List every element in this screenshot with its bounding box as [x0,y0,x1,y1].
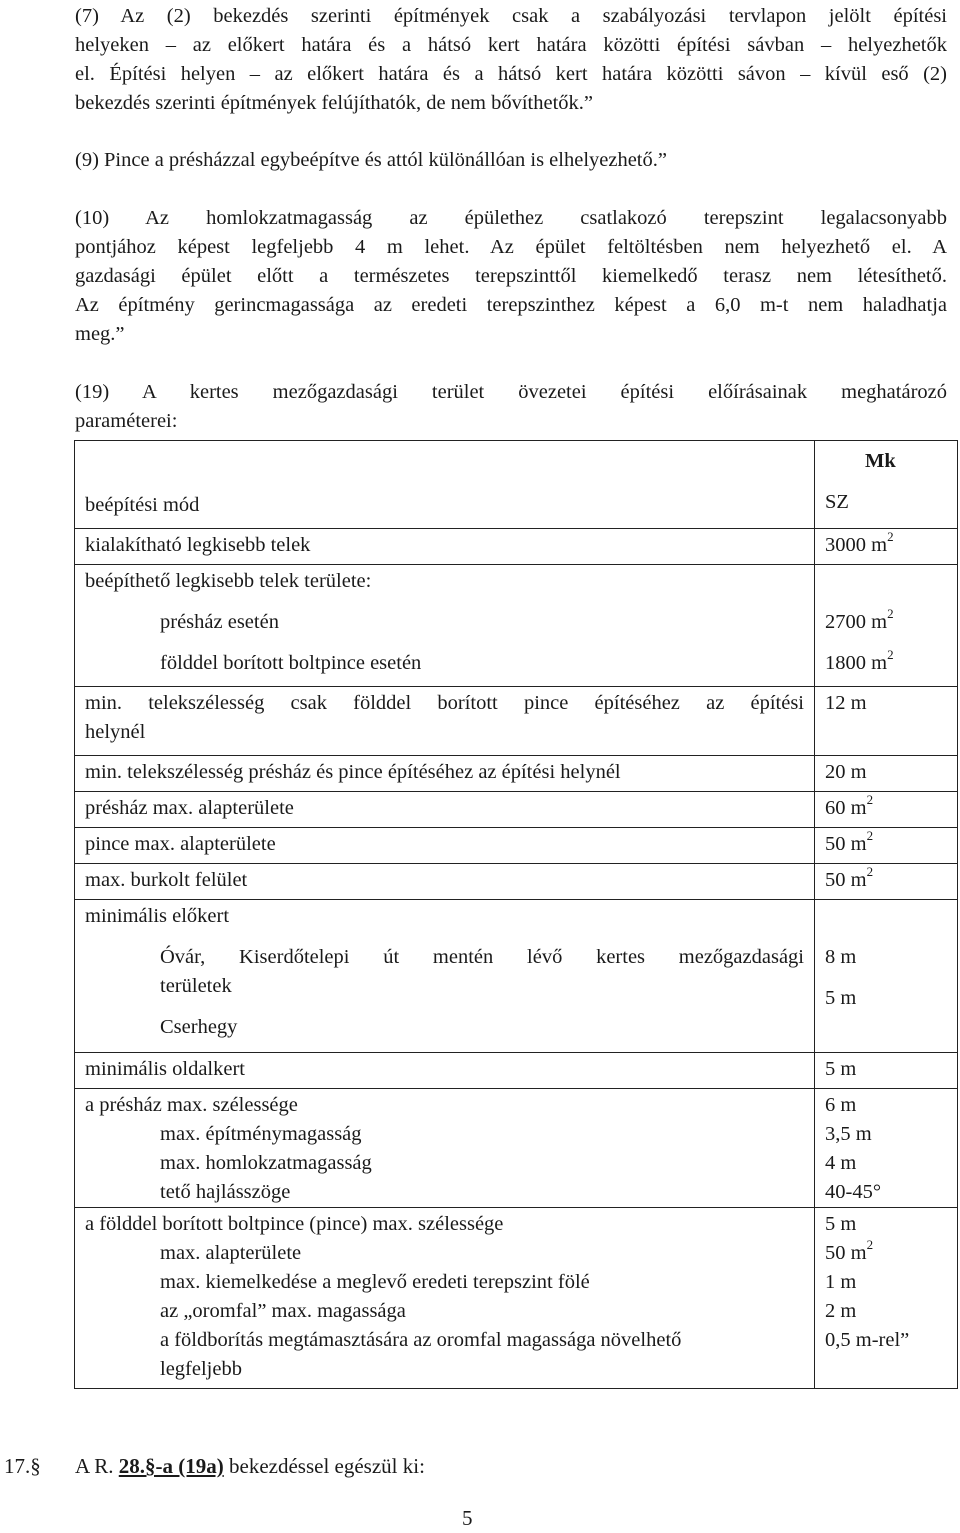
row-label: min. telekszélesség csak földdel borított pince építéséhez az építési [85,692,804,714]
amendment-prefix: A R. [75,1454,119,1478]
row-value: 2700 m [825,611,888,633]
sub-label: max. kiemelkedése a meglevő eredeti terepszint fölé [160,1271,590,1293]
table-cell [815,1053,958,1089]
row-label: a présház max. szélessége [85,1094,298,1116]
table-cell [75,687,815,756]
paragraph-19 [75,378,947,436]
amendment-number-text: 17. [4,1454,31,1478]
paragraph-10 [75,204,947,349]
superscript: 2 [866,828,874,844]
table-cell [75,1208,815,1389]
row-value: 3,5 m [825,1123,872,1145]
sub-label: max. építménymagasság [160,1123,362,1145]
sub-label: legfeljebb [160,1358,242,1380]
row-label: kialakítható legkisebb telek [85,534,311,556]
row-value: 1800 m [825,652,888,674]
row-value: 5 m [825,1058,857,1080]
row-value: 60 m [825,797,867,819]
table-cell [815,756,958,792]
table-cell [815,1208,958,1389]
table-cell [75,441,815,529]
row-value: 0,5 m-rel” [825,1329,910,1351]
superscript: 2 [887,647,894,663]
text-line: Az építmény gerincmagassága az eredeti terepszinthez képest a 6,0 m-t nem haladhatja [75,294,947,316]
table-cell [815,792,958,828]
table-cell [75,828,815,864]
table-row [75,441,958,529]
sub-label: présház esetén [160,611,279,633]
row-value: 8 m [825,946,857,968]
row-label: pince max. alapterülete [85,833,276,855]
parameters-table [74,440,958,1389]
sub-label: max. homlokzatmagasság [160,1152,372,1174]
table-cell [75,756,815,792]
row-label: a földdel borított boltpince (pince) max. szélessége [85,1213,504,1235]
row-label: max. burkolt felület [85,869,248,891]
sub-label: max. alapterülete [160,1242,302,1264]
text-line: meg.” [75,323,125,345]
superscript: 2 [866,864,874,880]
text-line: paraméterei: [75,410,178,432]
row-value: 50 m [825,869,867,891]
table-cell [815,900,958,1053]
table-cell [815,441,958,529]
table-cell [75,792,815,828]
text-line: bekezdés szerinti építmények felújíthatók, de nem bővíthetők.” [75,92,594,114]
sub-label: földdel borított boltpince esetén [160,652,422,674]
table-cell [815,687,958,756]
amendment-text [75,1452,425,1481]
table-row [75,1089,958,1208]
table-row [75,900,958,1053]
sub-label: az „oromfal” max. magassága [160,1300,406,1322]
table-cell [75,1089,815,1208]
row-value: 12 m [825,692,867,714]
row-value: 1 m [825,1271,857,1293]
table-row [75,828,958,864]
table-cell [75,900,815,1053]
page-number: 5 [462,1506,473,1530]
table-row [75,1053,958,1089]
row-label: helynél [85,721,146,743]
table-row [75,565,958,687]
row-label: minimális előkert [85,905,230,927]
row-label: présház max. alapterülete [85,797,294,819]
row-value: SZ [825,491,849,513]
row-value: 5 m [825,987,857,1009]
sub-label: a földborítás megtámasztására az oromfal magassága növelhető [160,1329,682,1351]
text-line: el. Építési helyen – az előkert határa és a hátsó kert határa közötti sávon – kívül eső (2) [75,63,947,85]
superscript: 2 [887,606,894,622]
paragraph-7 [75,2,947,118]
row-label: minimális oldalkert [85,1058,245,1080]
superscript: 2 [887,529,894,545]
row-value: 2 m [825,1300,857,1322]
reference-section: 28. [118,1454,146,1478]
row-value: 20 m [825,761,867,783]
row-value: 5 m [825,1213,857,1235]
table-row [75,1208,958,1389]
table-row [75,756,958,792]
text-line: (9) Pince a présházzal egybeépítve és attól különállóan is elhelyezhető.” [75,149,667,171]
table-cell [75,1053,815,1089]
amendment-number [4,1452,41,1481]
column-header-mk: Mk [865,450,896,472]
text-line: gazdasági épület előtt a természetes terepszinttől kiemelkedő terasz nem létesíthető. [75,265,947,287]
table-cell [815,864,958,900]
sub-label: Cserhegy [160,1016,238,1038]
row-value: 4 m [825,1152,857,1174]
superscript: 2 [866,1237,874,1253]
paragraph-9 [75,146,947,175]
row-value: 6 m [825,1094,857,1116]
row-label: min. telekszélesség présház és pince építéséhez az építési helynél [85,761,621,783]
text-line: pontjához képest legfeljebb 4 m lehet. Az épület feltöltésben nem helyezhető el. A [75,236,947,258]
row-value: 3000 m [825,534,888,556]
table-row [75,529,958,565]
amendment-suffix: bekezdéssel egészül ki: [223,1454,425,1478]
table-cell [815,1089,958,1208]
table-cell [75,565,815,687]
row-value: 50 m [825,833,867,855]
table-cell [815,529,958,565]
section-sign-icon: § [145,1454,156,1478]
row-value: 40-45° [825,1181,882,1203]
table-cell [815,565,958,687]
table-row [75,687,958,756]
text-line: (19) A kertes mezőgazdasági terület övezetei építési előírásainak meghatározó [75,381,947,403]
row-label: beépíthető legkisebb telek területe: [85,570,372,592]
table-cell [75,864,815,900]
text-line: helyeken – az előkert határa és a hátsó kert határa közötti építési sávban – helyezhetők [75,34,947,56]
table-cell [815,828,958,864]
sub-label: területek [160,975,232,997]
table-row [75,864,958,900]
table-cell [75,529,815,565]
text-line: (7) Az (2) bekezdés szerinti építmények csak a szabályozási tervlapon jelölt építési [75,5,947,27]
superscript: 2 [866,792,874,808]
text-line: (10) Az homlokzatmagasság az épülethez csatlakozó terepszint legalacsonyabb [75,207,947,229]
reference-paragraph: -a (19a) [155,1454,224,1478]
sub-label: Óvár, Kiserdőtelepi út mentén lévő kertes mezőgazdasági [160,946,804,968]
sub-label: tető hajlásszöge [160,1181,291,1203]
table-row [75,792,958,828]
section-sign-icon: § [30,1454,41,1478]
row-label: beépítési mód [85,494,200,516]
reference-link[interactable] [119,1454,224,1478]
row-value: 50 m [825,1242,867,1264]
